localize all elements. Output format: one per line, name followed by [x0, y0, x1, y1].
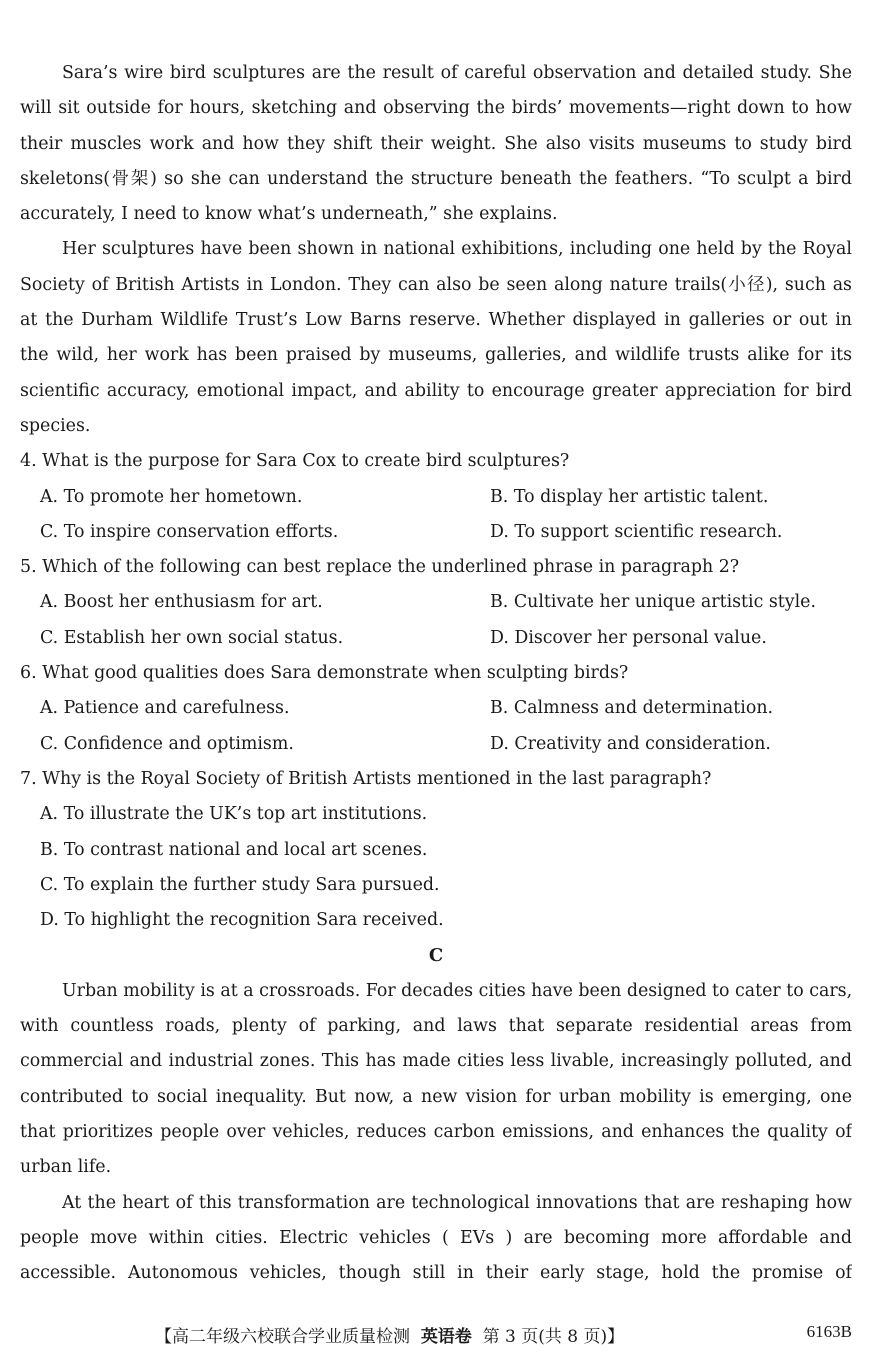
exam-page — [20, 56, 852, 1291]
option-a: A. To promote her hometown. — [40, 486, 303, 507]
option-d: D. To support scientific research. — [490, 521, 783, 542]
option-row — [20, 515, 852, 550]
footer-paper-code: 6163B — [806, 1322, 852, 1341]
footer-exam-name: 【高二年级六校联合学业质量检测 — [155, 1327, 410, 1347]
footer-subject: 英语卷 — [420, 1327, 472, 1347]
passage-line: accessible. Autonomous vehicles, though still in their early stage, hold the promise of — [20, 1263, 852, 1284]
option-c: C. Confidence and optimism. — [40, 733, 294, 754]
option-row — [20, 691, 852, 726]
passage-line: Urban mobility is at a crossroads. For decades cities have been designed to cater to cars, — [62, 980, 852, 1001]
option-b: B. Cultivate her unique artistic style. — [490, 592, 816, 613]
passage-line: commercial and industrial zones. This has made cities less livable, increasingly polluted, and — [20, 1051, 852, 1072]
passage-line: accurately, I need to know what’s underneath,” she explains. — [20, 204, 558, 225]
option-row — [20, 480, 852, 515]
option-c: C. Establish her own social status. — [40, 627, 344, 648]
option-a: A. Patience and carefulness. — [40, 698, 290, 719]
option-a: A. Boost her enthusiasm for art. — [40, 592, 323, 613]
passage-line: urban life. — [20, 1157, 112, 1178]
option-c: C. To inspire conservation efforts. — [40, 521, 339, 542]
passage-line: Sara’s wire bird sculptures are the result of careful observation and detailed study. She — [62, 63, 852, 83]
passage-line: skeletons(骨架) so she can understand the structure beneath the feathers. “To sculpt a bird — [20, 168, 852, 189]
section-heading: C — [428, 945, 444, 967]
question-stem: 6. What good qualities does Sara demonstrate when sculpting birds? — [20, 663, 629, 684]
footer-page-number: 第 3 页(共 8 页)】 — [482, 1327, 625, 1347]
option-row — [20, 727, 852, 762]
passage-line: their muscles work and how they shift their weight. She also visits museums to study bird — [20, 133, 852, 154]
passage-line: Her sculptures have been shown in national exhibitions, including one held by the Royal — [62, 239, 852, 260]
option-row — [20, 621, 852, 656]
passage-line: with countless roads, plenty of parking, and laws that separate residential areas from — [20, 1016, 852, 1037]
option-d: D. To highlight the recognition Sara received. — [40, 910, 444, 931]
option-b: B. To contrast national and local art scenes. — [40, 839, 428, 860]
option-d: D. Discover her personal value. — [490, 627, 767, 648]
passage-line: that prioritizes people over vehicles, reduces carbon emissions, and enhances the quality of — [20, 1121, 852, 1142]
passage-line: will sit outside for hours, sketching and observing the birds’ movements—right down to how — [20, 98, 852, 119]
question-stem: 5. Which of the following can best replace the underlined phrase in paragraph 2? — [20, 557, 740, 578]
option-a: A. To illustrate the UK’s top art institutions. — [40, 804, 428, 825]
passage-line: At the heart of this transformation are technological innovations that are reshaping how — [62, 1192, 852, 1213]
footer-title — [155, 1322, 624, 1347]
passage-line: people move within cities. Electric vehicles ( EVs ) are becoming more affordable and — [20, 1227, 852, 1248]
option-c: C. To explain the further study Sara pursued. — [40, 874, 440, 895]
passage-line: scientific accuracy, emotional impact, and ability to encourage greater appreciation for bird — [20, 380, 852, 401]
question-stem: 7. Why is the Royal Society of British Artists mentioned in the last paragraph? — [20, 768, 712, 789]
passage-line: Society of British Artists in London. They can also be seen along nature trails(小径), such as — [20, 274, 852, 295]
option-row — [20, 585, 852, 620]
option-b: B. Calmness and determination. — [490, 698, 774, 719]
option-d: D. Creativity and consideration. — [490, 733, 771, 754]
passage-line: species. — [20, 415, 91, 436]
question-stem: 4. What is the purpose for Sara Cox to create bird sculptures? — [20, 451, 570, 472]
option-b: B. To display her artistic talent. — [490, 486, 769, 507]
passage-line: contributed to social inequality. But now, a new vision for urban mobility is emerging, one — [20, 1086, 852, 1107]
passage-line: the wild, her work has been praised by museums, galleries, and wildlife trusts alike for its — [20, 345, 852, 366]
passage-line: at the Durham Wildlife Trust’s Low Barns reserve. Whether displayed in galleries or out in — [20, 310, 852, 331]
